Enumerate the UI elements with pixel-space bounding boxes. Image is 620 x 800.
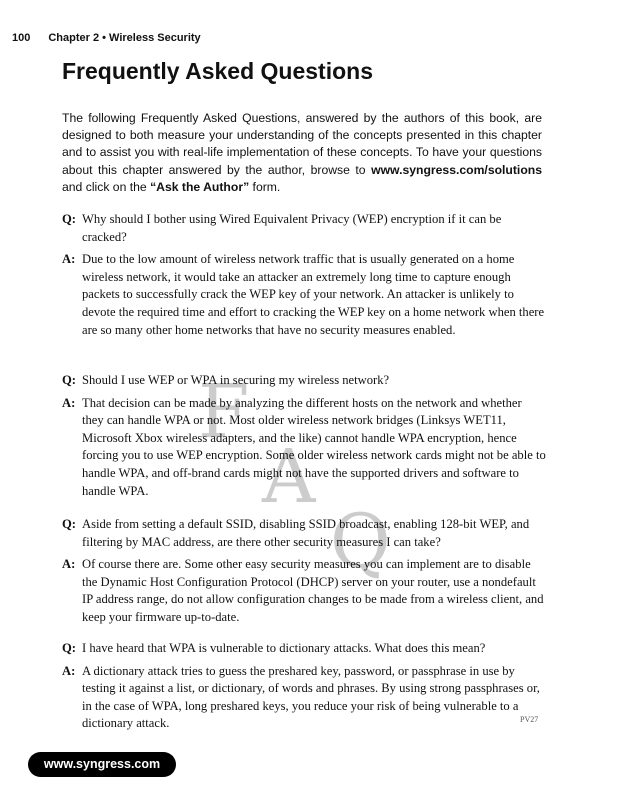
question-text: Aside from setting a default SSID, disabling SSID broadcast, enabling 128-bit WEP, and filtering by MAC address, are there other security measures I can take? bbox=[82, 517, 530, 549]
faq-item bbox=[62, 640, 546, 733]
question-text: I have heard that WPA is vulnerable to dictionary attacks. What does this mean? bbox=[82, 641, 486, 655]
ask-author-link[interactable]: “Ask the Author” bbox=[150, 179, 250, 194]
faq-answer bbox=[62, 395, 546, 501]
watermark-letter-f: F bbox=[198, 369, 250, 455]
faq-question bbox=[62, 372, 546, 390]
intro-text: The following Frequently Asked Questions, answered by the authors of this book, are designed to both measure your understanding of the concepts presented in this chapter and to assist you with real-life implementation of these concepts. To have your questions about this chapter answered by the author, browse to bbox=[62, 111, 542, 177]
watermark-letter-q: Q bbox=[330, 499, 391, 585]
answer-label: A: bbox=[62, 663, 76, 678]
faq-question bbox=[62, 516, 546, 551]
intro-text-3: form. bbox=[249, 179, 281, 194]
running-head bbox=[12, 32, 201, 44]
solutions-link[interactable]: www.syngress.com/solutions bbox=[371, 162, 542, 177]
faq-item bbox=[62, 369, 546, 500]
answer-text: Of course there are. Some other easy security measures you can implement are to disable the Dynamic Host Configuration Protocol (DHCP) server on your router, use a nondefault IP address range, do not allow configuration changes to be made from a wireless client, and keep your firmware up-to-date. bbox=[82, 557, 544, 624]
watermark-letter-a: A bbox=[262, 434, 316, 520]
faq-answer bbox=[62, 663, 546, 733]
answer-label: A: bbox=[62, 252, 76, 267]
footer-url-badge[interactable]: www.syngress.com bbox=[28, 752, 176, 777]
page-number: 100 bbox=[12, 32, 31, 44]
chapter-title: Chapter 2 • Wireless Security bbox=[48, 32, 201, 44]
question-text: Why should I bother using Wired Equivalent Privacy (WEP) encryption if it can be cracked? bbox=[82, 212, 502, 244]
answer-text: Due to the low amount of wireless network traffic that is usually generated on a home wireless network, it would take an attacker an extremely long time to capture enough packets to successfully crack the WEP key of your network. An attacker is unlikely to devote the required time and effort to cracking the WEP key on a home network when there are so many other home networks that have no security measures enabled. bbox=[82, 252, 545, 337]
question-text: Should I use WEP or WPA in securing my wireless network? bbox=[82, 373, 390, 387]
faq-question bbox=[62, 211, 546, 246]
page-title: Frequently Asked Questions bbox=[62, 58, 373, 84]
answer-text: A dictionary attack tries to guess the preshared key, password, or passphrase in use by testing it against a list, or dictionary, of words and phrases. By using strong passphrases or, in the case of WPA, long preshared keys, you reduce your risk of being vulnerable to a dictionary attack. bbox=[82, 663, 540, 731]
answer-label: A: bbox=[62, 557, 76, 572]
faq-item bbox=[62, 516, 546, 627]
answer-text: That decision can be made by analyzing the different hosts on the network and whether they can handle WPA or not. Most older wireless network bridges (Linksys WET11, Microsoft Xbox wireless adapters, and the like) cannot handle WPA encryption, hence forcing you to use WEP encryption. Some older wireless network cards might not be able to handle WPA, and off-brand cards might not have the supported drivers and software to handle WPA. bbox=[82, 395, 546, 498]
page-code: PV27 bbox=[520, 715, 539, 724]
faq-item bbox=[62, 211, 546, 339]
question-label: Q: bbox=[62, 373, 76, 387]
intro-paragraph bbox=[62, 110, 542, 196]
question-label: Q: bbox=[62, 212, 76, 226]
faq-question bbox=[62, 640, 546, 658]
question-label: Q: bbox=[62, 641, 76, 655]
question-label: Q: bbox=[62, 517, 76, 531]
answer-label: A: bbox=[62, 395, 76, 410]
faq-answer bbox=[62, 251, 546, 339]
intro-text-2: and click on the bbox=[62, 179, 151, 194]
faq-answer bbox=[62, 556, 546, 626]
